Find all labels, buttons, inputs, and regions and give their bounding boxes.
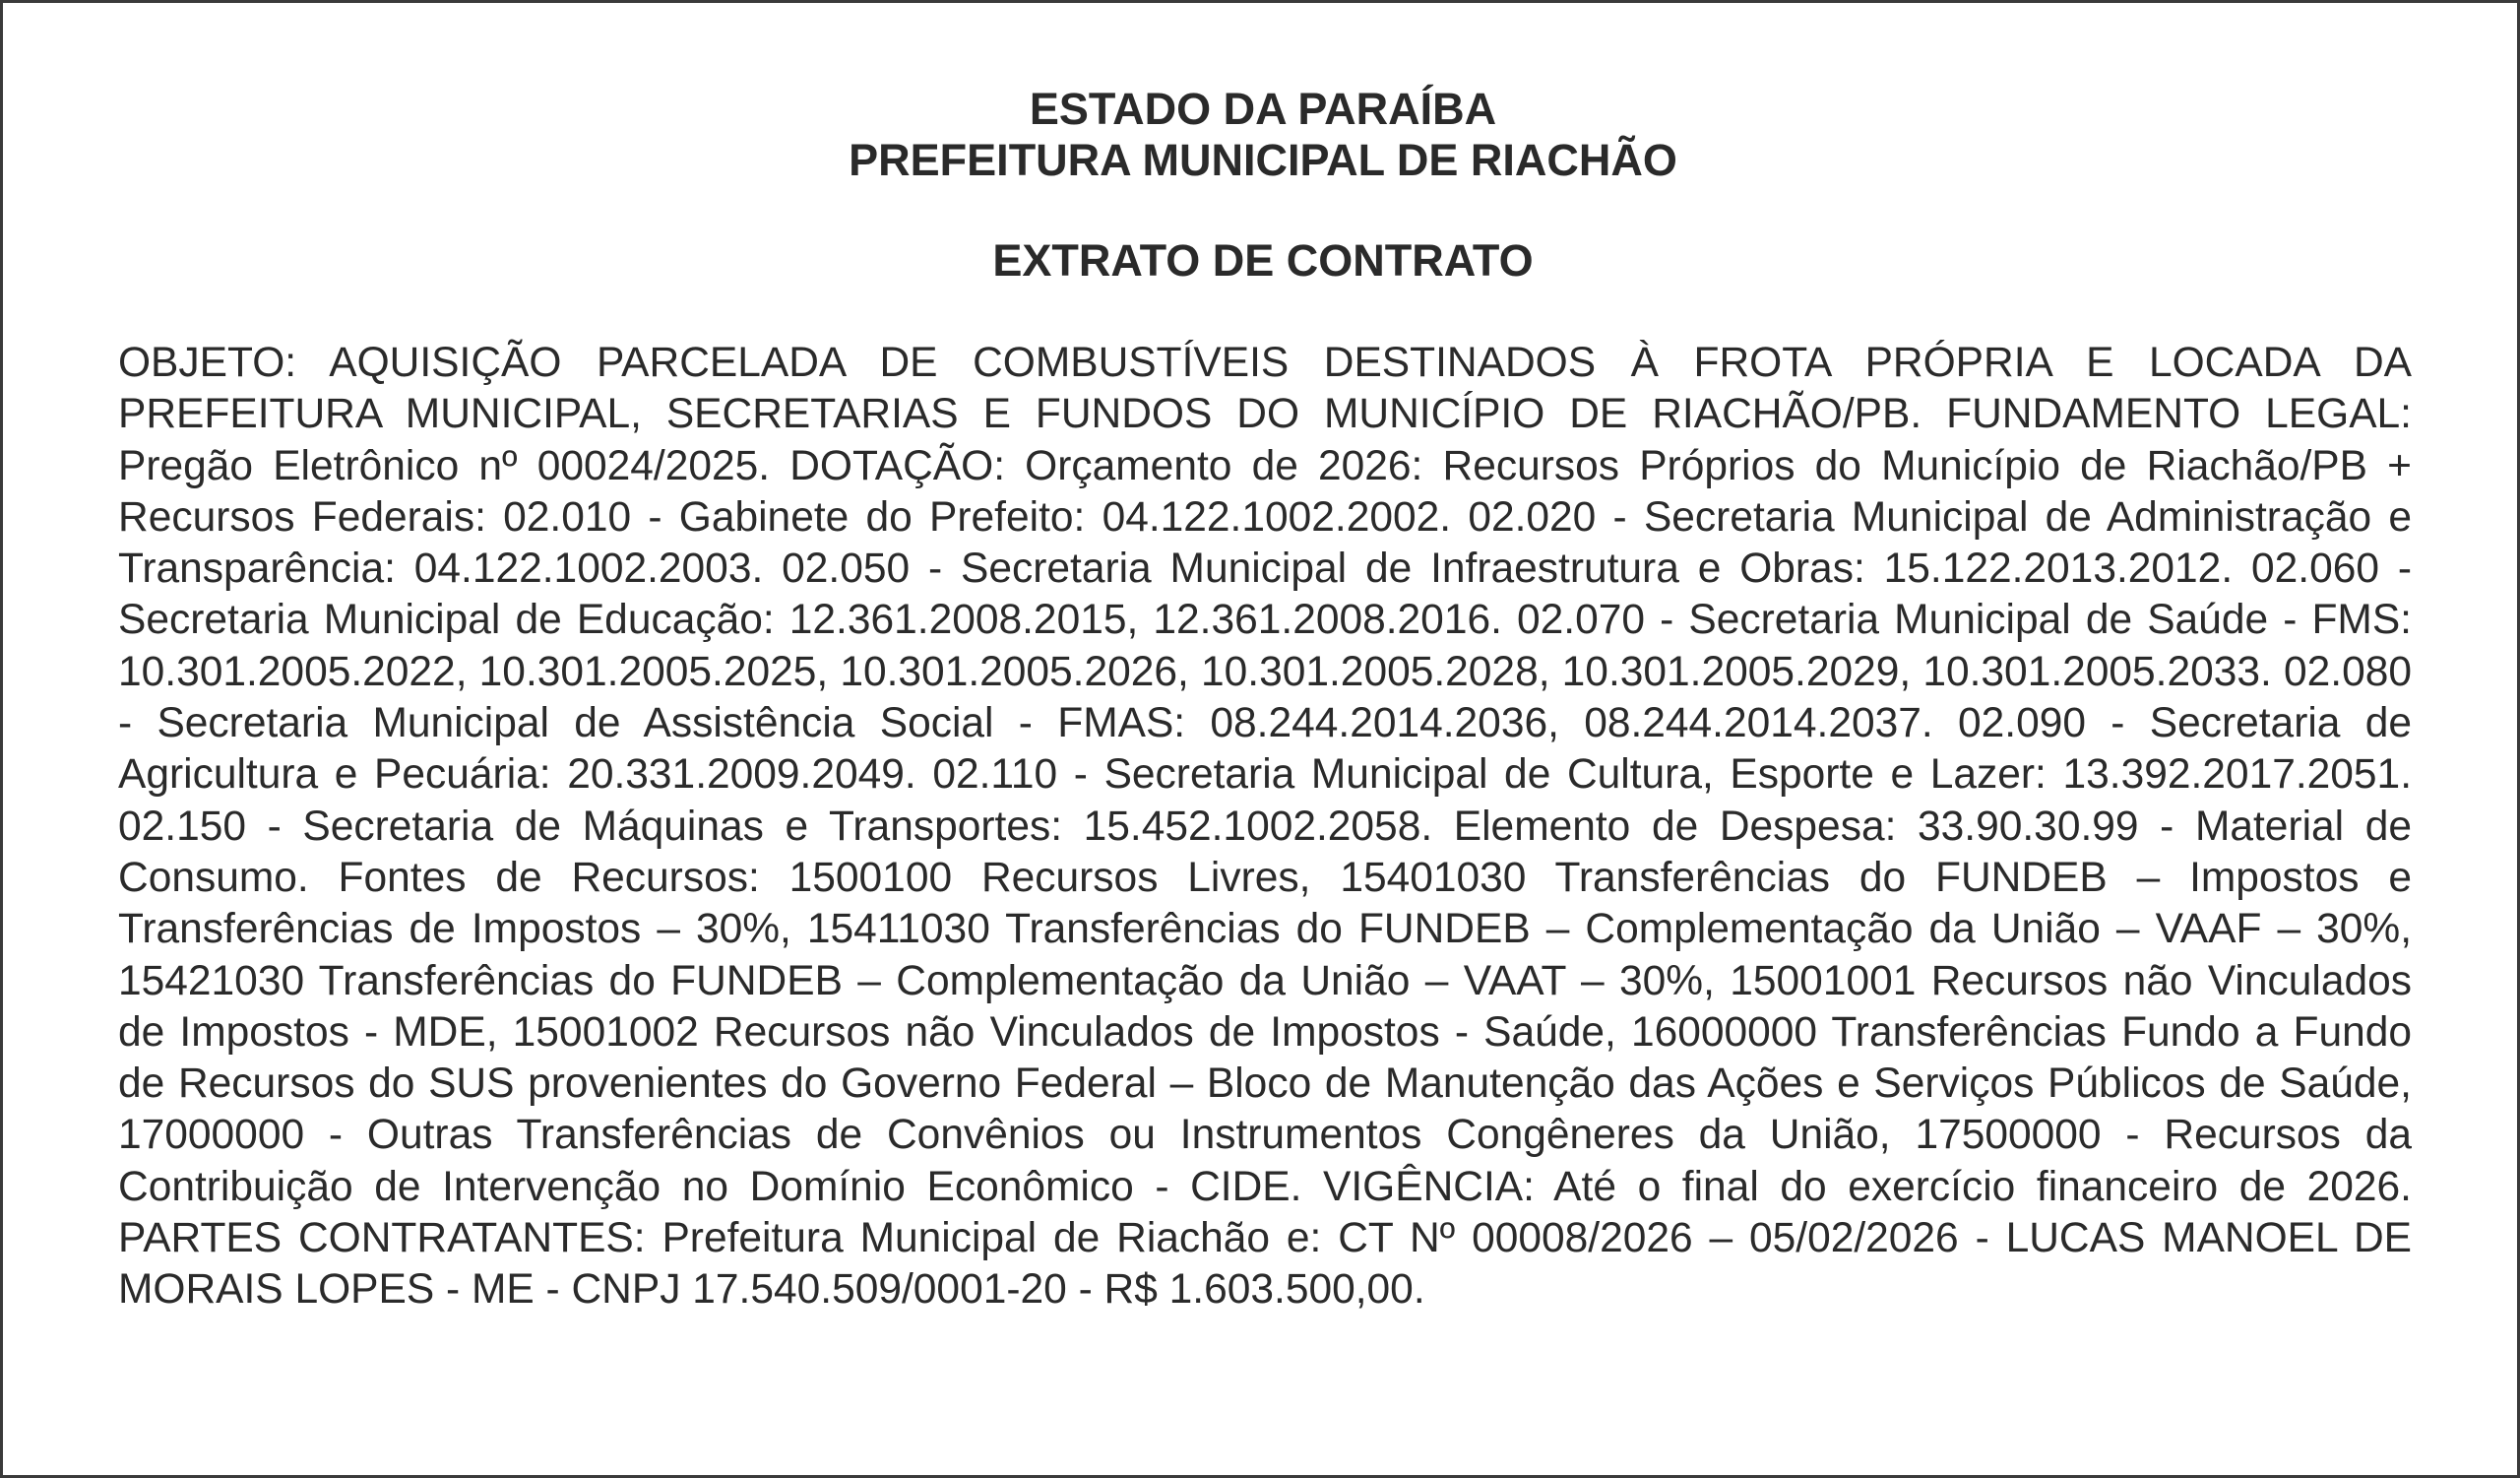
header-state: ESTADO DA PARAÍBA: [1029, 84, 1497, 134]
header-municipality: PREFEITURA MUNICIPAL DE RIACHÃO: [849, 135, 1677, 185]
document-title: EXTRATO DE CONTRATO: [992, 235, 1534, 286]
contract-extract-body: OBJETO: AQUISIÇÃO PARCELADA DE COMBUSTÍVEIS DESTINADOS À FROTA PRÓPRIA E LOCADA DA PREFEITURA MUNICIPAL, SECRETARIAS E FUNDOS DO MUNICÍPIO DE RIACHÃO/PB. FUNDAMENTO LEGAL: Pregão Eletrônico nº 00024/2025. DOTAÇÃO: Orçamento de 2026: Recursos Próprios do Município de Riachão/PB + Recursos Federais: 02.010 - Gabinete do Prefeito: 04.122.1002.2002. 02.020 - Secretaria Municipal de Administração e Transparência: 04.122.1002.2003. 02.050 - Secretaria Municipal de Infraestrutura e Obras: 15.122.2013.2012. 02.060 - Secretaria Municipal de Educação: 12.361.2008.2015, 12.361.2008.2016. 02.070 - Secretaria Municipal de Saúde - FMS: 10.301.2005.2022, 10.301.2005.2025, 10.301.2005.2026, 10.301.2005.2028, 10.301.2005.2029, 10.301.2005.2033. 02.080 - Secretaria Municipal de Assistência Social - FMAS: 08.244.2014.2036, 08.244.2014.2037. 02.090 - Secretaria de Agricultura e Pecuária: 20.331.2009.2049. 02.110 - Secretaria Municipal de Cultura, Esporte e Lazer: 13.392.2017.2051. 02.150 - Secretaria de Máquinas e Transportes: 15.452.1002.2058. Elemento de Despesa: 33.90.30.99 - Material de Consumo. Fontes de Recursos: 1500100 Recursos Livres, 15401030 Transferências do FUNDEB – Impostos e Transferências de Impostos – 30%, 15411030 Transferências do FUNDEB – Complementação da União – VAAF – 30%, 15421030 Transferências do FUNDEB – Complementação da União – VAAT – 30%, 15001001 Recursos não Vinculados de Impostos - MDE, 15001002 Recursos não Vinculados de Impostos - Saúde, 16000000 Transferências Fundo a Fundo de Recursos do SUS provenientes do Governo Federal – Bloco de Manutenção das Ações e Serviços Públicos de Saúde, 17000000 - Outras Transferências de Convênios ou Instrumentos Congêneres da União, 17500000 - Recursos da Contribuição de Intervenção no Domínio Econômico - CIDE. VIGÊNCIA: Até o final do exercício financeiro de 2026. PARTES CONTRATANTES: Prefeitura Municipal de Riachão e: CT Nº 00008/2026 – 05/02/2026 - LUCAS MANOEL DE MORAIS LOPES - ME - CNPJ 17.540.509/0001-20 - R$ 1.603.500,00.: [118, 340, 2412, 1314]
